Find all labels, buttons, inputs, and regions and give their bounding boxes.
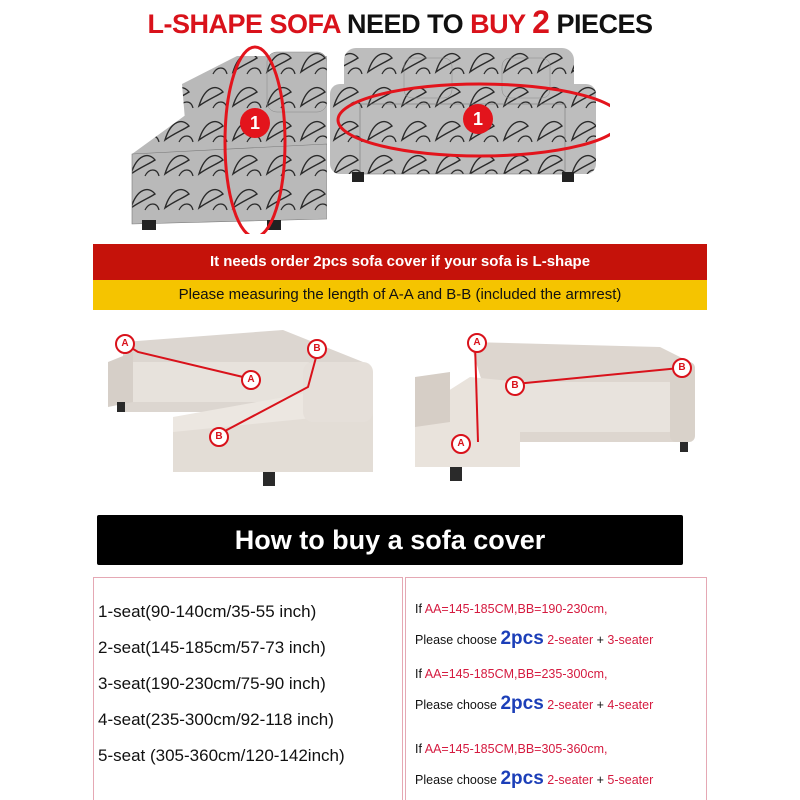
how-to-buy-header: How to buy a sofa cover (97, 515, 683, 565)
measure-b-top-left: B (307, 339, 327, 359)
measure-sofa-right (410, 322, 700, 492)
loveseat-sofa-photo (330, 44, 610, 184)
chaise-sofa-photo (127, 44, 327, 234)
title-need-to: NEED TO (347, 9, 464, 39)
seat-size-table (93, 577, 403, 800)
seat-size-4: 4-seat(235-300cm/92-118 inch) (98, 710, 334, 729)
measure-a-mid-left: A (241, 370, 261, 390)
measure-b-right-right: B (672, 358, 692, 378)
seat-size-5: 5-seat (305-360cm/120-142inch) (98, 746, 345, 765)
measuring-banner: Please measuring the length of A-A and B-B (included the armrest) (93, 280, 707, 310)
title-l-shape: L-SHAPE SOFA (147, 9, 341, 39)
measure-sofa-left (103, 322, 383, 492)
marker-1-right: 1 (463, 104, 493, 134)
order-2pcs-banner: It needs order 2pcs sofa cover if your sofa is L-shape (93, 244, 707, 280)
combo-3-condition: If AA=145-185CM,BB=305-360cm, (415, 742, 608, 756)
marker-1-left: 1 (240, 108, 270, 138)
measure-b-left-right: B (505, 376, 525, 396)
seat-size-2: 2-seat(145-185cm/57-73 inch) (98, 638, 326, 657)
measure-a-top-right: A (467, 333, 487, 353)
title-two: 2 (532, 4, 550, 40)
title-pieces: PIECES (556, 9, 653, 39)
measure-sofa-right-illustration (410, 322, 700, 492)
seat-size-1: 1-seat(90-140cm/35-55 inch) (98, 602, 317, 621)
seat-size-3: 3-seat(190-230cm/75-90 inch) (98, 674, 326, 693)
measure-sofa-left-illustration (103, 322, 383, 492)
combo-1-choice: Please choose 2pcs 2-seater + 3-seater (415, 628, 654, 649)
combo-3-choice: Please choose 2pcs 2-seater + 5-seater (415, 768, 654, 789)
page-title (0, 4, 800, 41)
chaise-sofa-illustration (127, 44, 327, 234)
combo-2-choice: Please choose 2pcs 2-seater + 4-seater (415, 693, 654, 714)
combo-1-condition: If AA=145-185CM,BB=190-230cm, (415, 602, 608, 616)
measure-a-top-left: A (115, 334, 135, 354)
title-buy: BUY (470, 9, 526, 39)
combo-table (405, 577, 707, 800)
measure-a-bottom-right: A (451, 434, 471, 454)
combo-2-condition: If AA=145-185CM,BB=235-300cm, (415, 667, 608, 681)
measure-b-bottom-left: B (209, 427, 229, 447)
